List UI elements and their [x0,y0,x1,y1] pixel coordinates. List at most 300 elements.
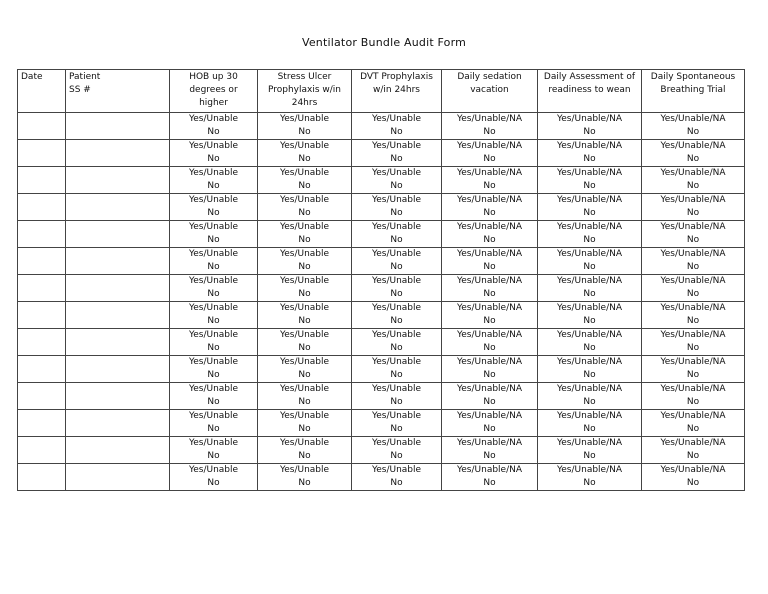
option-yes-unable: Yes/Unable [371,330,422,340]
patient-cell[interactable] [66,113,170,140]
table-row [18,248,745,275]
option-no: No [583,235,596,245]
hob-cell[interactable] [170,437,258,464]
column-header-assessment: Daily Assessment of readiness to wean [538,70,642,113]
patient-cell[interactable] [66,221,170,248]
option-no: No [390,478,403,488]
option-no: No [483,235,496,245]
option-no: No [686,478,700,488]
assessment-cell[interactable] [538,464,642,491]
option-no: No [298,397,311,407]
option-yes-unable: Yes/Unable/NA [660,168,726,178]
dvt-cell[interactable] [352,383,442,410]
option-no: No [686,127,700,137]
dvt-cell[interactable] [352,167,442,194]
option-no: No [298,208,311,218]
sbt-cell[interactable] [642,167,745,194]
patient-cell[interactable] [66,275,170,302]
option-yes-unable: Yes/Unable [188,249,239,259]
option-yes-unable: Yes/Unable/NA [556,222,623,232]
sedation-cell[interactable] [442,383,538,410]
table-row [18,221,745,248]
option-yes-unable: Yes/Unable [279,465,330,475]
option-no: No [686,262,700,272]
page-title: Ventilator Bundle Audit Form [301,36,467,49]
option-no: No [583,316,596,326]
option-no: No [298,127,311,137]
dvt-cell[interactable] [352,113,442,140]
stress-ulcer-cell[interactable] [258,464,352,491]
assessment-cell[interactable] [538,383,642,410]
dvt-cell[interactable] [352,275,442,302]
option-no: No [583,127,596,137]
option-yes-unable: Yes/Unable [188,411,239,421]
option-no: No [390,235,403,245]
option-no: No [207,127,220,137]
option-no: No [390,208,403,218]
option-yes-unable: Yes/Unable [279,330,330,340]
option-yes-unable: Yes/Unable/NA [660,357,726,367]
option-no: No [583,397,596,407]
table-row [18,194,745,221]
option-no: No [207,181,220,191]
assessment-cell[interactable] [538,221,642,248]
option-yes-unable: Yes/Unable/NA [556,114,623,124]
stress-ulcer-cell[interactable] [258,383,352,410]
option-yes-unable: Yes/Unable [188,276,239,286]
sedation-cell[interactable] [442,356,538,383]
option-yes-unable: Yes/Unable [371,303,422,313]
option-no: No [390,181,403,191]
option-yes-unable: Yes/Unable/NA [556,411,623,421]
option-yes-unable: Yes/Unable [279,222,330,232]
option-no: No [583,262,596,272]
table-row [18,275,745,302]
dvt-cell[interactable] [352,248,442,275]
stress-ulcer-cell[interactable] [258,410,352,437]
option-yes-unable: Yes/Unable/NA [556,249,623,259]
option-yes-unable: Yes/Unable/NA [556,168,623,178]
option-no: No [686,424,700,434]
option-yes-unable: Yes/Unable/NA [660,465,726,475]
option-no: No [207,370,220,380]
patient-cell[interactable] [66,302,170,329]
stress-ulcer-cell[interactable] [258,140,352,167]
option-yes-unable: Yes/Unable/NA [556,276,623,286]
option-no: No [207,451,220,461]
option-no: No [390,343,403,353]
option-no: No [483,451,496,461]
option-yes-unable: Yes/Unable [188,141,239,151]
sedation-cell[interactable] [442,248,538,275]
patient-cell[interactable] [66,410,170,437]
option-yes-unable: Yes/Unable/NA [456,249,523,259]
sbt-cell[interactable] [642,248,745,275]
date-cell[interactable] [18,221,66,248]
table-row [18,329,745,356]
option-no: No [390,316,403,326]
option-yes-unable: Yes/Unable/NA [660,249,726,259]
option-yes-unable: Yes/Unable/NA [660,411,726,421]
option-yes-unable: Yes/Unable [371,168,422,178]
stress-ulcer-cell[interactable] [258,302,352,329]
option-yes-unable: Yes/Unable [188,195,239,205]
table-row [18,140,745,167]
sbt-cell[interactable] [642,410,745,437]
option-yes-unable: Yes/Unable [371,195,422,205]
hob-cell[interactable] [170,194,258,221]
option-yes-unable: Yes/Unable/NA [456,330,523,340]
hob-cell[interactable] [170,410,258,437]
option-no: No [686,370,700,380]
sedation-cell[interactable] [442,194,538,221]
option-no: No [207,289,220,299]
dvt-cell[interactable] [352,356,442,383]
option-no: No [207,316,220,326]
option-no: No [583,424,596,434]
option-no: No [298,154,311,164]
column-header-date: Date [18,70,66,113]
sedation-cell[interactable] [442,410,538,437]
option-yes-unable: Yes/Unable [279,141,330,151]
option-yes-unable: Yes/Unable/NA [556,438,623,448]
option-no: No [583,370,596,380]
table-row [18,410,745,437]
stress-ulcer-cell[interactable] [258,113,352,140]
date-cell[interactable] [18,140,66,167]
option-no: No [686,289,700,299]
option-yes-unable: Yes/Unable/NA [456,195,523,205]
option-no: No [298,235,311,245]
option-yes-unable: Yes/Unable [188,168,239,178]
option-yes-unable: Yes/Unable [188,330,239,340]
option-no: No [390,424,403,434]
date-cell[interactable] [18,383,66,410]
column-header-sbt: Daily Spontaneous Breathing Trial [642,70,745,113]
option-yes-unable: Yes/Unable [371,141,422,151]
option-no: No [390,154,403,164]
option-yes-unable: Yes/Unable [371,357,422,367]
sbt-cell[interactable] [642,140,745,167]
option-yes-unable: Yes/Unable/NA [660,114,726,124]
date-cell[interactable] [18,275,66,302]
option-no: No [483,478,496,488]
option-yes-unable: Yes/Unable [279,249,330,259]
sedation-cell[interactable] [442,329,538,356]
assessment-cell[interactable] [538,302,642,329]
table-row [18,167,745,194]
option-no: No [483,262,496,272]
patient-cell[interactable] [66,383,170,410]
option-no: No [483,181,496,191]
assessment-cell[interactable] [538,113,642,140]
option-yes-unable: Yes/Unable/NA [456,438,523,448]
option-no: No [390,370,403,380]
option-no: No [207,397,220,407]
date-cell[interactable] [18,194,66,221]
option-yes-unable: Yes/Unable [279,168,330,178]
assessment-cell[interactable] [538,140,642,167]
option-no: No [483,343,496,353]
option-no: No [207,478,220,488]
patient-cell[interactable] [66,356,170,383]
date-cell[interactable] [18,167,66,194]
dvt-cell[interactable] [352,464,442,491]
table-row [18,464,745,491]
sedation-cell[interactable] [442,221,538,248]
hob-cell[interactable] [170,329,258,356]
sbt-cell[interactable] [642,437,745,464]
option-yes-unable: Yes/Unable/NA [456,141,523,151]
sedation-cell[interactable] [442,437,538,464]
stress-ulcer-cell[interactable] [258,329,352,356]
option-yes-unable: Yes/Unable/NA [456,276,523,286]
option-no: No [583,154,596,164]
option-no: No [686,154,700,164]
option-yes-unable: Yes/Unable/NA [456,222,523,232]
option-no: No [298,316,311,326]
option-no: No [207,154,220,164]
date-cell[interactable] [18,464,66,491]
option-no: No [298,451,311,461]
option-no: No [483,208,496,218]
option-no: No [390,451,403,461]
option-no: No [686,208,700,218]
option-yes-unable: Yes/Unable/NA [660,222,726,232]
date-cell[interactable] [18,113,66,140]
option-yes-unable: Yes/Unable/NA [456,384,523,394]
option-yes-unable: Yes/Unable/NA [556,303,623,313]
option-yes-unable: Yes/Unable [371,384,422,394]
option-no: No [483,370,496,380]
dvt-cell[interactable] [352,302,442,329]
option-no: No [207,343,220,353]
sbt-cell[interactable] [642,356,745,383]
option-yes-unable: Yes/Unable [188,438,239,448]
stress-ulcer-cell[interactable] [258,167,352,194]
stress-ulcer-cell[interactable] [258,194,352,221]
patient-cell[interactable] [66,464,170,491]
sedation-cell[interactable] [442,167,538,194]
option-yes-unable: Yes/Unable [371,114,422,124]
hob-cell[interactable] [170,464,258,491]
option-yes-unable: Yes/Unable/NA [660,195,726,205]
column-header-stress-ulcer: Stress Ulcer Prophylaxis w/in 24hrs [258,70,352,113]
option-yes-unable: Yes/Unable [371,465,422,475]
dvt-cell[interactable] [352,140,442,167]
column-header-patient: Patient SS # [66,70,170,113]
patient-cell[interactable] [66,248,170,275]
option-no: No [686,397,700,407]
patient-cell[interactable] [66,437,170,464]
option-no: No [390,262,403,272]
dvt-cell[interactable] [352,194,442,221]
column-header-hob: HOB up 30 degrees or higher [170,70,258,113]
option-no: No [483,154,496,164]
option-yes-unable: Yes/Unable [279,438,330,448]
option-yes-unable: Yes/Unable [371,411,422,421]
option-no: No [207,424,220,434]
option-no: No [583,451,596,461]
sbt-cell[interactable] [642,302,745,329]
option-no: No [583,478,596,488]
date-cell[interactable] [18,356,66,383]
dvt-cell[interactable] [352,329,442,356]
option-yes-unable: Yes/Unable/NA [660,276,726,286]
sbt-cell[interactable] [642,221,745,248]
date-cell[interactable] [18,302,66,329]
option-no: No [686,235,700,245]
option-no: No [390,397,403,407]
stress-ulcer-cell[interactable] [258,356,352,383]
patient-cell[interactable] [66,194,170,221]
option-no: No [207,235,220,245]
option-yes-unable: Yes/Unable/NA [556,330,623,340]
sedation-cell[interactable] [442,140,538,167]
option-yes-unable: Yes/Unable/NA [660,438,726,448]
hob-cell[interactable] [170,140,258,167]
option-yes-unable: Yes/Unable/NA [556,195,623,205]
hob-cell[interactable] [170,356,258,383]
assessment-cell[interactable] [538,275,642,302]
patient-cell[interactable] [66,140,170,167]
option-no: No [390,289,403,299]
option-no: No [583,208,596,218]
option-no: No [583,181,596,191]
hob-cell[interactable] [170,383,258,410]
option-no: No [583,289,596,299]
option-yes-unable: Yes/Unable [188,384,239,394]
option-yes-unable: Yes/Unable/NA [556,384,623,394]
option-no: No [686,451,700,461]
option-yes-unable: Yes/Unable [188,465,239,475]
hob-cell[interactable] [170,302,258,329]
option-yes-unable: Yes/Unable/NA [660,384,726,394]
option-yes-unable: Yes/Unable [279,114,330,124]
sbt-cell[interactable] [642,194,745,221]
hob-cell[interactable] [170,167,258,194]
sbt-cell[interactable] [642,275,745,302]
option-yes-unable: Yes/Unable [188,357,239,367]
option-yes-unable: Yes/Unable/NA [456,465,523,475]
hob-cell[interactable] [170,221,258,248]
option-no: No [483,289,496,299]
column-header-sedation: Daily sedation vacation [442,70,538,113]
assessment-cell[interactable] [538,410,642,437]
option-no: No [390,127,403,137]
table-row [18,356,745,383]
sbt-cell[interactable] [642,464,745,491]
table-row [18,383,745,410]
date-cell[interactable] [18,248,66,275]
option-yes-unable: Yes/Unable [279,357,330,367]
option-yes-unable: Yes/Unable/NA [456,411,523,421]
option-yes-unable: Yes/Unable/NA [556,465,623,475]
patient-cell[interactable] [66,167,170,194]
option-yes-unable: Yes/Unable [371,438,422,448]
stress-ulcer-cell[interactable] [258,437,352,464]
option-no: No [207,208,220,218]
audit-table [17,69,745,491]
table-row [18,437,745,464]
option-yes-unable: Yes/Unable [371,222,422,232]
sedation-cell[interactable] [442,464,538,491]
option-yes-unable: Yes/Unable [279,411,330,421]
assessment-cell[interactable] [538,329,642,356]
dvt-cell[interactable] [352,437,442,464]
assessment-cell[interactable] [538,248,642,275]
option-yes-unable: Yes/Unable [188,303,239,313]
sbt-cell[interactable] [642,329,745,356]
assessment-cell[interactable] [538,437,642,464]
option-no: No [483,316,496,326]
option-no: No [298,181,311,191]
assessment-cell[interactable] [538,194,642,221]
option-yes-unable: Yes/Unable/NA [660,303,726,313]
option-yes-unable: Yes/Unable/NA [456,114,523,124]
option-yes-unable: Yes/Unable/NA [556,141,623,151]
date-cell[interactable] [18,329,66,356]
option-yes-unable: Yes/Unable [188,114,239,124]
option-no: No [686,181,700,191]
dvt-cell[interactable] [352,221,442,248]
option-no: No [298,343,311,353]
hob-cell[interactable] [170,275,258,302]
option-yes-unable: Yes/Unable/NA [456,357,523,367]
option-no: No [483,397,496,407]
option-yes-unable: Yes/Unable [279,303,330,313]
option-no: No [483,127,496,137]
option-no: No [686,316,700,326]
assessment-cell[interactable] [538,356,642,383]
option-no: No [298,370,311,380]
option-no: No [298,262,311,272]
option-yes-unable: Yes/Unable [371,249,422,259]
header-row [18,70,745,113]
option-yes-unable: Yes/Unable/NA [556,357,623,367]
option-yes-unable: Yes/Unable/NA [456,168,523,178]
table-row [18,113,745,140]
patient-cell[interactable] [66,329,170,356]
option-yes-unable: Yes/Unable [279,195,330,205]
hob-cell[interactable] [170,113,258,140]
date-cell[interactable] [18,410,66,437]
dvt-cell[interactable] [352,410,442,437]
sbt-cell[interactable] [642,113,745,140]
option-yes-unable: Yes/Unable [279,384,330,394]
option-yes-unable: Yes/Unable [188,222,239,232]
stress-ulcer-cell[interactable] [258,275,352,302]
option-yes-unable: Yes/Unable/NA [660,330,726,340]
option-no: No [483,424,496,434]
sedation-cell[interactable] [442,275,538,302]
option-no: No [207,262,220,272]
sbt-cell[interactable] [642,383,745,410]
assessment-cell[interactable] [538,167,642,194]
option-yes-unable: Yes/Unable [371,276,422,286]
sedation-cell[interactable] [442,302,538,329]
stress-ulcer-cell[interactable] [258,248,352,275]
option-no: No [298,424,311,434]
hob-cell[interactable] [170,248,258,275]
option-yes-unable: Yes/Unable/NA [660,141,726,151]
date-cell[interactable] [18,437,66,464]
sedation-cell[interactable] [442,113,538,140]
table-row [18,302,745,329]
option-yes-unable: Yes/Unable/NA [456,303,523,313]
stress-ulcer-cell[interactable] [258,221,352,248]
option-no: No [298,478,311,488]
